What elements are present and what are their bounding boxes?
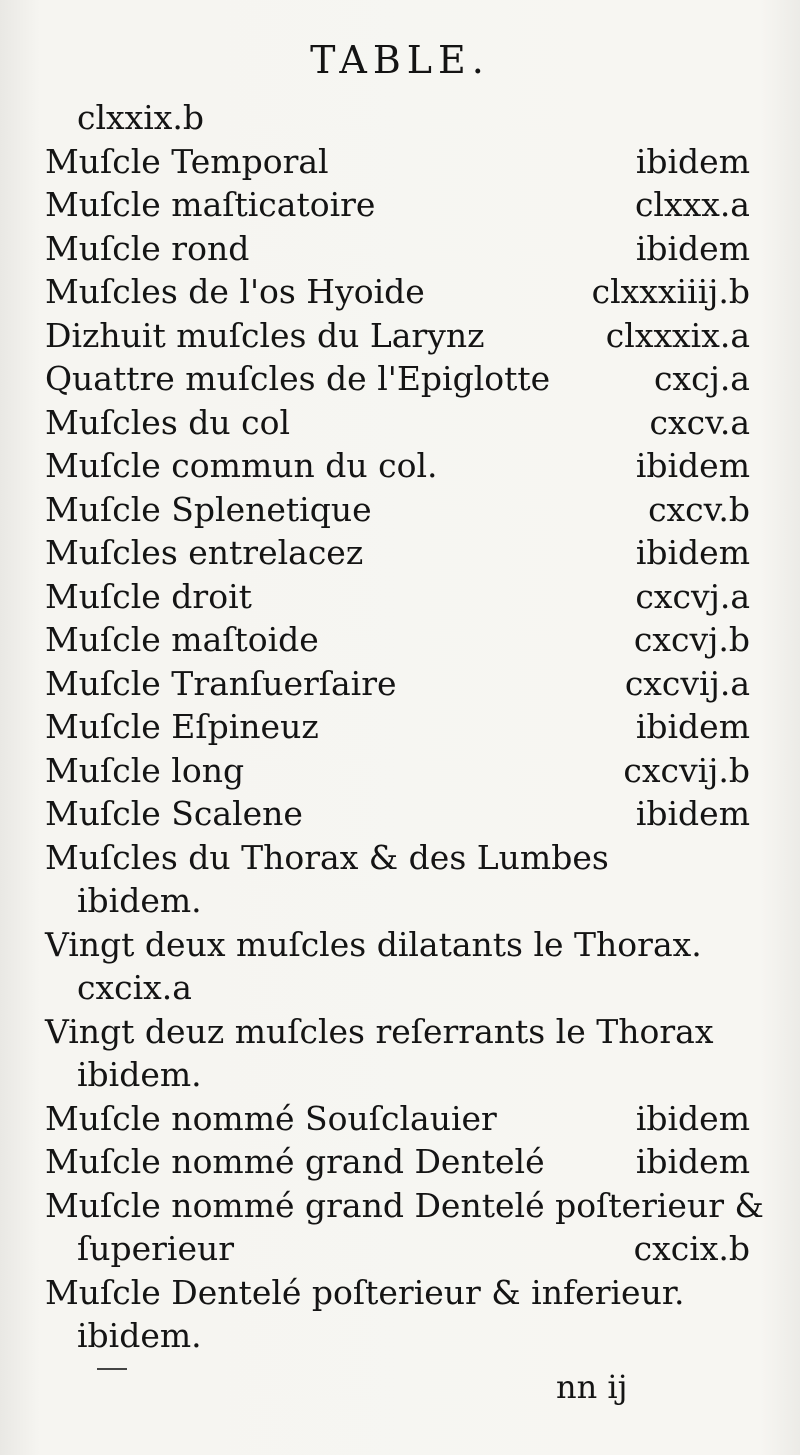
entry-text: Muſcles de l'os Hyoide (45, 272, 425, 311)
index-entries (45, 96, 764, 1358)
index-entry (45, 662, 750, 706)
entry-text: Muſcle Temporal (45, 141, 329, 181)
index-entry (45, 488, 750, 532)
entry-text: Muſcle maſtoide (45, 620, 319, 659)
entry-text: ibidem. (77, 881, 202, 920)
entry-folio: cxcj.a (654, 359, 750, 398)
entry-folio: ibidem (635, 794, 750, 833)
entry-folio: cxcvj.a (635, 576, 750, 616)
index-entry (45, 531, 750, 575)
entry-folio: cxcvij.b (623, 750, 750, 790)
entry-text: Muſcle Splenetique (45, 489, 372, 529)
entry-text: Muſcle rond (45, 228, 250, 268)
entry-folio: clxxxix.a (605, 315, 750, 355)
entry-folio: cxcvij.a (624, 663, 750, 703)
entry-text: clxxix.b (77, 98, 205, 137)
index-entry (45, 401, 750, 445)
entry-text: Dizhuit muſcles du Larynz (45, 315, 485, 355)
index-entry (45, 1184, 764, 1228)
entry-text: Vingt deuz muſcles reſerrants le Thorax (45, 1011, 714, 1051)
entry-text: Muſcles entrelacez (45, 533, 364, 572)
index-entry (45, 1271, 750, 1315)
index-entry (45, 923, 750, 967)
index-entry (45, 1140, 750, 1184)
index-entry (45, 270, 750, 314)
entry-text: Muſcle maſticatoire (45, 185, 376, 224)
index-entry (45, 705, 750, 749)
entry-text: ſuperieur (77, 1229, 235, 1268)
index-entry (45, 966, 750, 1010)
entry-folio: clxxx.a (634, 185, 750, 224)
index-entry (45, 357, 750, 401)
entry-text: ibidem. (77, 1316, 202, 1355)
rule-mark (97, 1368, 127, 1370)
entry-folio: ibidem (635, 141, 750, 181)
entry-folio: ibidem (635, 533, 750, 572)
index-entry (45, 749, 750, 793)
entry-text: Muſcle Tranſuerſaire (45, 663, 397, 703)
entry-text: Muſcles du col (45, 402, 291, 442)
index-entry (45, 444, 750, 488)
index-entry (45, 836, 750, 880)
entry-folio: cxcv.a (649, 402, 750, 442)
entry-text: ibidem. (77, 1055, 202, 1094)
index-entry (45, 96, 750, 140)
entry-text: Muſcle long (45, 750, 245, 790)
entry-folio: cxcvj.b (633, 620, 750, 659)
entry-folio: ibidem (635, 228, 750, 268)
index-entry (45, 879, 750, 923)
entry-text: Muſcle nommé Souſclauier (45, 1098, 497, 1138)
index-entry (45, 1097, 750, 1141)
index-entry (45, 314, 750, 358)
index-entry (45, 1053, 750, 1097)
entry-text: Muſcle Dentelé poſterieur & inferieur. (45, 1272, 685, 1312)
index-entry (45, 227, 750, 271)
entry-text: Vingt deux muſcles dilatants le Thorax. (45, 924, 702, 964)
entry-text: Muſcle Scalene (45, 794, 303, 833)
entry-text: Muſcle commun du col. (45, 446, 438, 485)
entry-folio: cxcv.b (648, 489, 750, 529)
entry-text: Muſcle droit (45, 576, 252, 616)
entry-folio: ibidem (635, 1142, 750, 1181)
entry-text: Muſcle nommé grand Dentelé poſterieur & (45, 1185, 764, 1225)
entry-text: cxcix.a (77, 968, 192, 1007)
signature-mark: nn ij (556, 1368, 628, 1406)
entry-text: Muſcle Eſpineuz (45, 707, 319, 746)
entry-folio: clxxxiiij.b (591, 272, 750, 311)
entry-folio: ibidem (635, 446, 750, 485)
index-entry (45, 1314, 750, 1358)
index-entry (45, 792, 750, 836)
entry-folio: ibidem (635, 1098, 750, 1138)
entry-text: Muſcles du Thorax & des Lumbes (45, 837, 609, 877)
entry-text: Quattre muſcles de l'Epiglotte (45, 359, 551, 398)
entry-text: Muſcle nommé grand Dentelé (45, 1142, 545, 1181)
index-entry (45, 575, 750, 619)
entry-folio: cxcix.b (633, 1229, 750, 1268)
page-header: TABLE. (310, 38, 490, 82)
index-entry (45, 618, 750, 662)
index-entry (45, 1010, 750, 1054)
index-entry (45, 140, 750, 184)
index-entry (45, 1227, 750, 1271)
entry-folio: ibidem (635, 707, 750, 746)
index-entry (45, 183, 750, 227)
